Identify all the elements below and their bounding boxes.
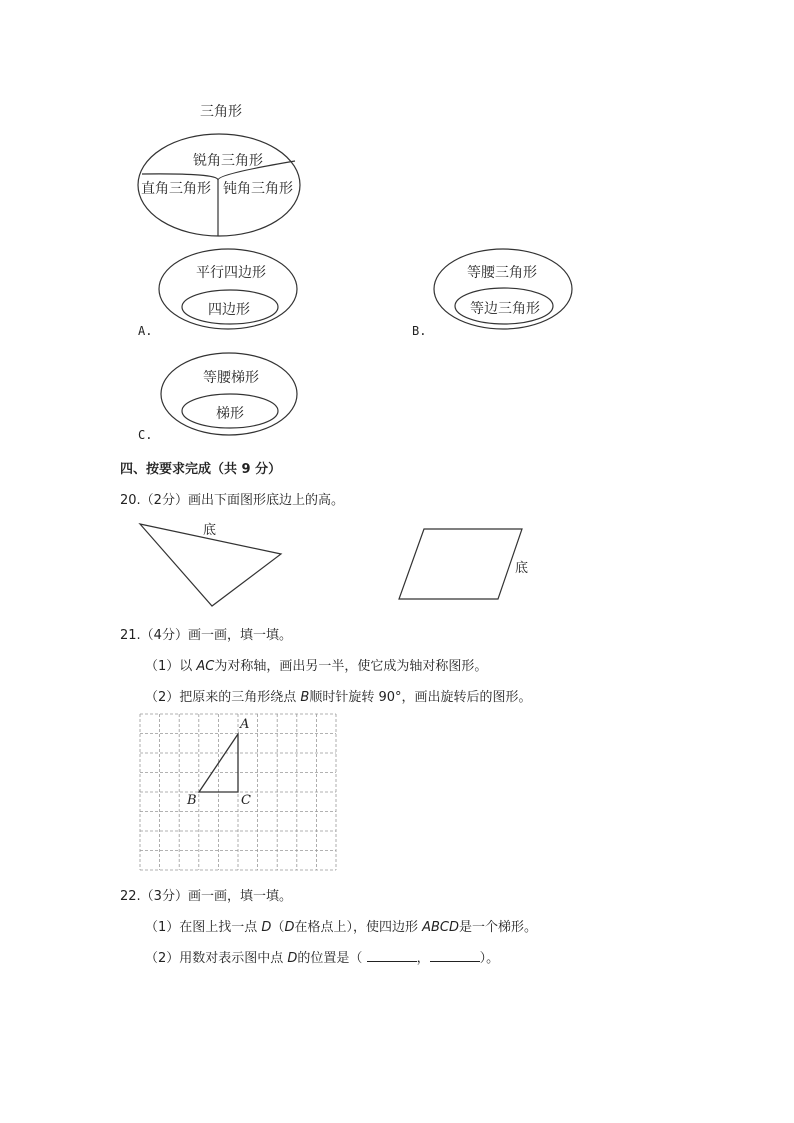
option-c-inner-label: 梯形 [216, 406, 244, 422]
question-21-text: 21.（4分）画一画，填一填。 [120, 628, 292, 643]
option-b-letter: B. [412, 324, 427, 338]
triangle-base-label: 底 [203, 523, 217, 538]
question-20-text: 20.（2分）画出下面图形底边上的高。 [120, 493, 344, 508]
option-a-inner-label: 四边形 [208, 302, 250, 318]
section-heading: 四、按要求完成（共 9 分） [120, 462, 282, 477]
q22-sub2-comma: ， [416, 951, 430, 966]
q22-sub1-d1: D [261, 920, 272, 935]
option-a-letter: A. [138, 324, 153, 338]
q21-sub1-suffix: 为对称轴，画出另一半，使它成为轴对称图形。 [214, 659, 488, 674]
question-22-sub2 [145, 947, 499, 966]
question-22-text: 22.（3分）画一画，填一填。 [120, 889, 292, 904]
option-a-outer-label: 平行四边形 [196, 265, 266, 281]
q22-sub2-c: ）。 [479, 951, 500, 966]
q22-sub1-c: 在格点上），使四边形 [294, 920, 423, 935]
answer-blank-1[interactable] [367, 949, 417, 962]
q22-sub2-a: （2）用数对表示图中点 [145, 951, 288, 966]
point-a-label: A [240, 717, 250, 732]
answer-blank-2[interactable] [430, 949, 480, 962]
option-b-outer-label: 等腰三角形 [467, 265, 537, 281]
triangle-abc [199, 734, 238, 792]
q21-sub1-var: AC [196, 659, 215, 674]
q22-sub1-d: 是一个梯形。 [459, 920, 538, 935]
obtuse-triangle-label: 钝角三角形 [223, 181, 293, 197]
q22-sub1-a: （1）在图上找一点 [145, 920, 262, 935]
right-triangle-label: 直角三角形 [141, 181, 211, 197]
q22-sub1-d2: D [284, 920, 295, 935]
point-b-label: B [187, 793, 197, 808]
acute-triangle-label: 锐角三角形 [193, 153, 263, 169]
parallelogram-base-label: 底 [515, 561, 529, 576]
option-c-outer-label: 等腰梯形 [203, 370, 259, 386]
q21-sub2-suffix: 顺时针旋转 90°，画出旋转后的图形。 [309, 690, 532, 705]
q22-sub1-b: （ [271, 920, 285, 935]
point-c-label: C [241, 793, 251, 808]
q21-sub2-var: B [300, 690, 310, 705]
option-b-inner-label: 等边三角形 [470, 301, 540, 317]
question-22-sub1 [145, 916, 537, 935]
q22-sub2-d: D [287, 951, 298, 966]
q21-sub1-prefix: （1）以 [145, 659, 197, 674]
q22-sub1-abcd: ABCD [422, 920, 459, 935]
option-c-letter: C. [138, 428, 153, 442]
q22-sub2-b: 的位置是（ [297, 951, 367, 966]
diagram-title: 三角形 [200, 104, 242, 120]
q21-sub2-prefix: （2）把原来的三角形绕点 [145, 690, 301, 705]
